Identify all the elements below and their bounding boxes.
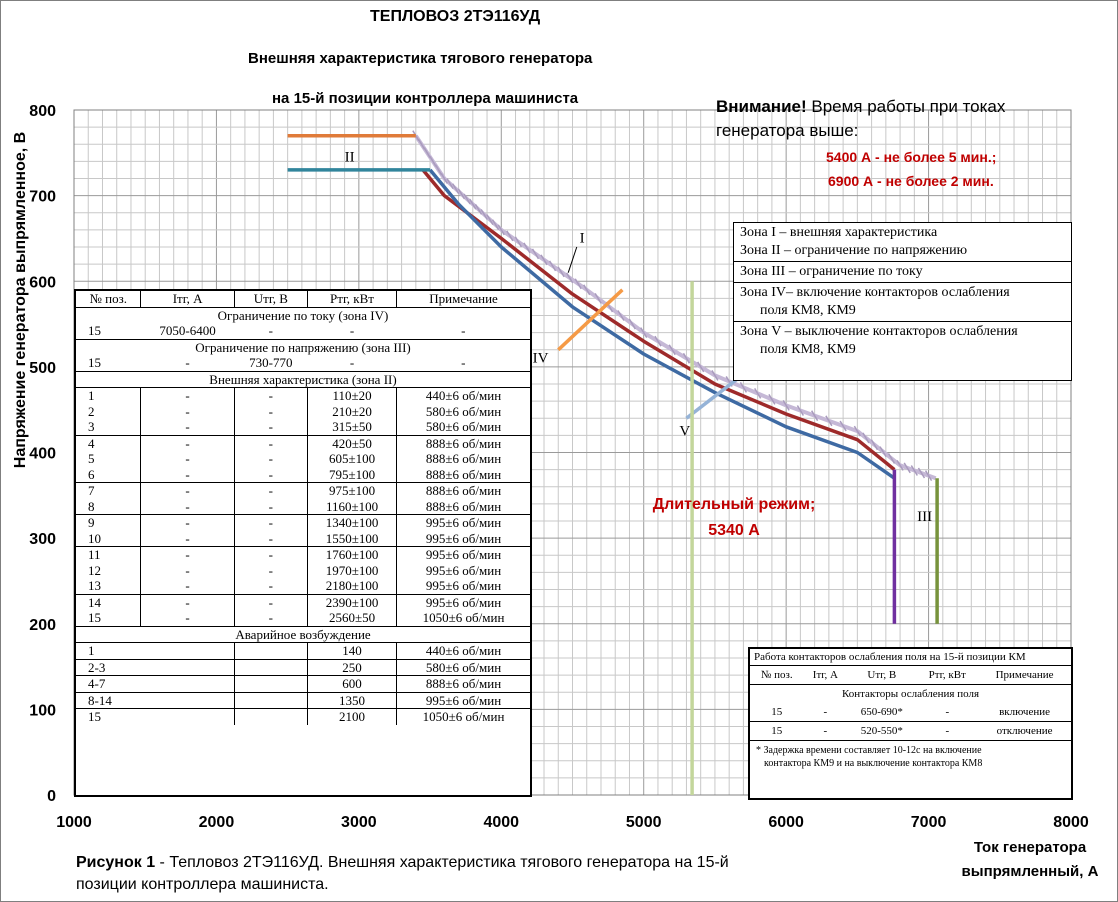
contactor-table-title: Работа контакторов ослабления поля на 15-й позиции КМ bbox=[750, 649, 1071, 666]
warning-prefix: Внимание! bbox=[716, 97, 807, 116]
table-row: Ограничение по току (зона IV) bbox=[217, 307, 389, 323]
zone-4-label: Зона IV– включение контакторов ослабления поля КМ8, КМ9 bbox=[734, 283, 1071, 322]
y-tick-label: 800 bbox=[29, 103, 56, 120]
warning-note bbox=[716, 95, 1076, 193]
table-row: 1 - - 110±20 440±6 об/мин bbox=[76, 388, 530, 404]
zone-5-label: Зона V – выключение контакторов ослабления поля КМ8, КМ9 bbox=[740, 324, 1018, 357]
y-tick-label: 200 bbox=[29, 616, 56, 634]
table-row: 4-7 600 888±6 об/мин bbox=[76, 676, 530, 693]
x-tick-label: 7000 bbox=[910, 814, 947, 831]
zone-annotation: V bbox=[679, 423, 691, 440]
table-row: 10 - - 1550±100 995±6 об/мин bbox=[76, 531, 530, 547]
zone-1-label: Зона I – внешняя характеристика Зона II – ограничение по напряжению bbox=[734, 223, 1071, 262]
y-axis-label: Напряжение генератора выпрямленное, В bbox=[12, 131, 29, 469]
x-tick-label: 8000 bbox=[1053, 814, 1089, 831]
y-tick-label: 500 bbox=[29, 359, 56, 377]
table-row: 11 - - 1760±100 995±6 об/мин bbox=[76, 547, 530, 563]
continuous-mode-label: Длительный режим; 5340 А bbox=[652, 496, 816, 539]
table-row: 1 140 440±6 об/мин bbox=[76, 643, 530, 660]
x-tick-label: 1000 bbox=[56, 814, 92, 831]
warning-limit-2: 6900 А - не более 2 мин. bbox=[828, 173, 994, 189]
table-row: 8 - - 1160±100 888±6 об/мин bbox=[76, 499, 530, 515]
contactor-table-note: * Задержка времени составляет 10-12с на включение контактора КМ9 и на выключение контактора КМ8 bbox=[756, 745, 983, 769]
y-tick-label: 600 bbox=[29, 274, 56, 292]
zone-annotation: III bbox=[917, 509, 933, 525]
table-row: № поз. Iтг, А Uтг, В Ртг, кВт Примечание bbox=[750, 666, 1071, 685]
table-row: 9 - - 1340±100 995±6 об/мин bbox=[76, 515, 530, 531]
table-row: 15 - 730-770 - - bbox=[76, 355, 530, 371]
table-row: 15 - 650-690* - включение bbox=[750, 703, 1071, 722]
table-row: 12 - - 1970±100 995±6 об/мин bbox=[76, 563, 530, 579]
x-tick-label: 5000 bbox=[625, 814, 662, 831]
table-row: 13 - - 2180±100 995±6 об/мин bbox=[76, 578, 530, 594]
x-tick-label: 6000 bbox=[768, 814, 804, 831]
table-row: Ограничение по напряжению (зона III) bbox=[195, 339, 411, 355]
zone-annotation: II bbox=[344, 149, 355, 166]
table-row: Аварийное возбуждение bbox=[76, 626, 530, 643]
zone-annotation: I bbox=[579, 230, 585, 247]
contactor-table bbox=[748, 647, 1073, 800]
table-row: 5 - - 605±100 888±6 об/мин bbox=[76, 451, 530, 467]
table-row: 6 - - 795±100 888±6 об/мин bbox=[76, 467, 530, 483]
table-row: 15 - 520-550* - отключение bbox=[750, 722, 1071, 741]
table-row: Контакторы ослабления поля bbox=[841, 688, 980, 700]
table-row: 2-3 250 580±6 об/мин bbox=[76, 659, 530, 676]
table-row: 2 - - 210±20 580±6 об/мин bbox=[76, 404, 530, 420]
table-row: 14 - - 2390±100 995±6 об/мин bbox=[76, 594, 530, 610]
table-row: Внешняя характеристика (зона II) bbox=[76, 371, 530, 388]
warning-text: Время работы при токах генератора выше: bbox=[716, 97, 1006, 140]
y-tick-label: 400 bbox=[29, 445, 56, 463]
x-tick-label: 4000 bbox=[483, 814, 520, 831]
table-row: 8-14 1350 995±6 об/мин bbox=[76, 692, 530, 709]
y-tick-label: 700 bbox=[29, 188, 56, 206]
table-row: 3 - - 315±50 580±6 об/мин bbox=[76, 419, 530, 435]
table-row: № поз. Iтг, А Uтг, В Ртг, кВт Примечание bbox=[76, 291, 530, 307]
x-tick-label: 3000 bbox=[341, 814, 377, 831]
warning-limit-1: 5400 А - не более 5 мин.; bbox=[826, 149, 997, 165]
y-tick-label: 300 bbox=[29, 531, 56, 549]
figure-caption: Рисунок 1 - Тепловоз 2ТЭ116УД. Внешняя характеристика тягового генератора на 15-й позиции контроллера машиниста. bbox=[76, 854, 729, 893]
table-row: 4 - - 420±50 888±6 об/мин bbox=[76, 435, 530, 451]
table-row: 15 - - 2560±50 1050±6 об/мин bbox=[76, 610, 530, 626]
x-axis-label: Ток генератора выпрямленный, А bbox=[961, 839, 1099, 880]
position-table bbox=[74, 289, 532, 797]
x-tick-label: 2000 bbox=[198, 814, 235, 831]
chart-title: Внешняя характеристика тягового генератора bbox=[248, 50, 593, 67]
y-tick-label: 100 bbox=[29, 702, 56, 720]
chart-subtitle: на 15-й позиции контроллера машиниста bbox=[272, 90, 579, 107]
table-row: 7 - - 975±100 888±6 об/мин bbox=[76, 483, 530, 499]
table-row: 15 2100 1050±6 об/мин bbox=[76, 709, 530, 725]
chart-title-locomotive: ТЕПЛОВОЗ 2ТЭ116УД bbox=[370, 8, 541, 25]
zone-3-label: Зона III – ограничение по току bbox=[734, 262, 1071, 283]
zone-legend bbox=[733, 222, 1072, 381]
table-row: 15 7050-6400 - - - bbox=[76, 323, 530, 339]
y-tick-label: 0 bbox=[47, 788, 56, 805]
zone-annotation: IV bbox=[532, 350, 549, 367]
